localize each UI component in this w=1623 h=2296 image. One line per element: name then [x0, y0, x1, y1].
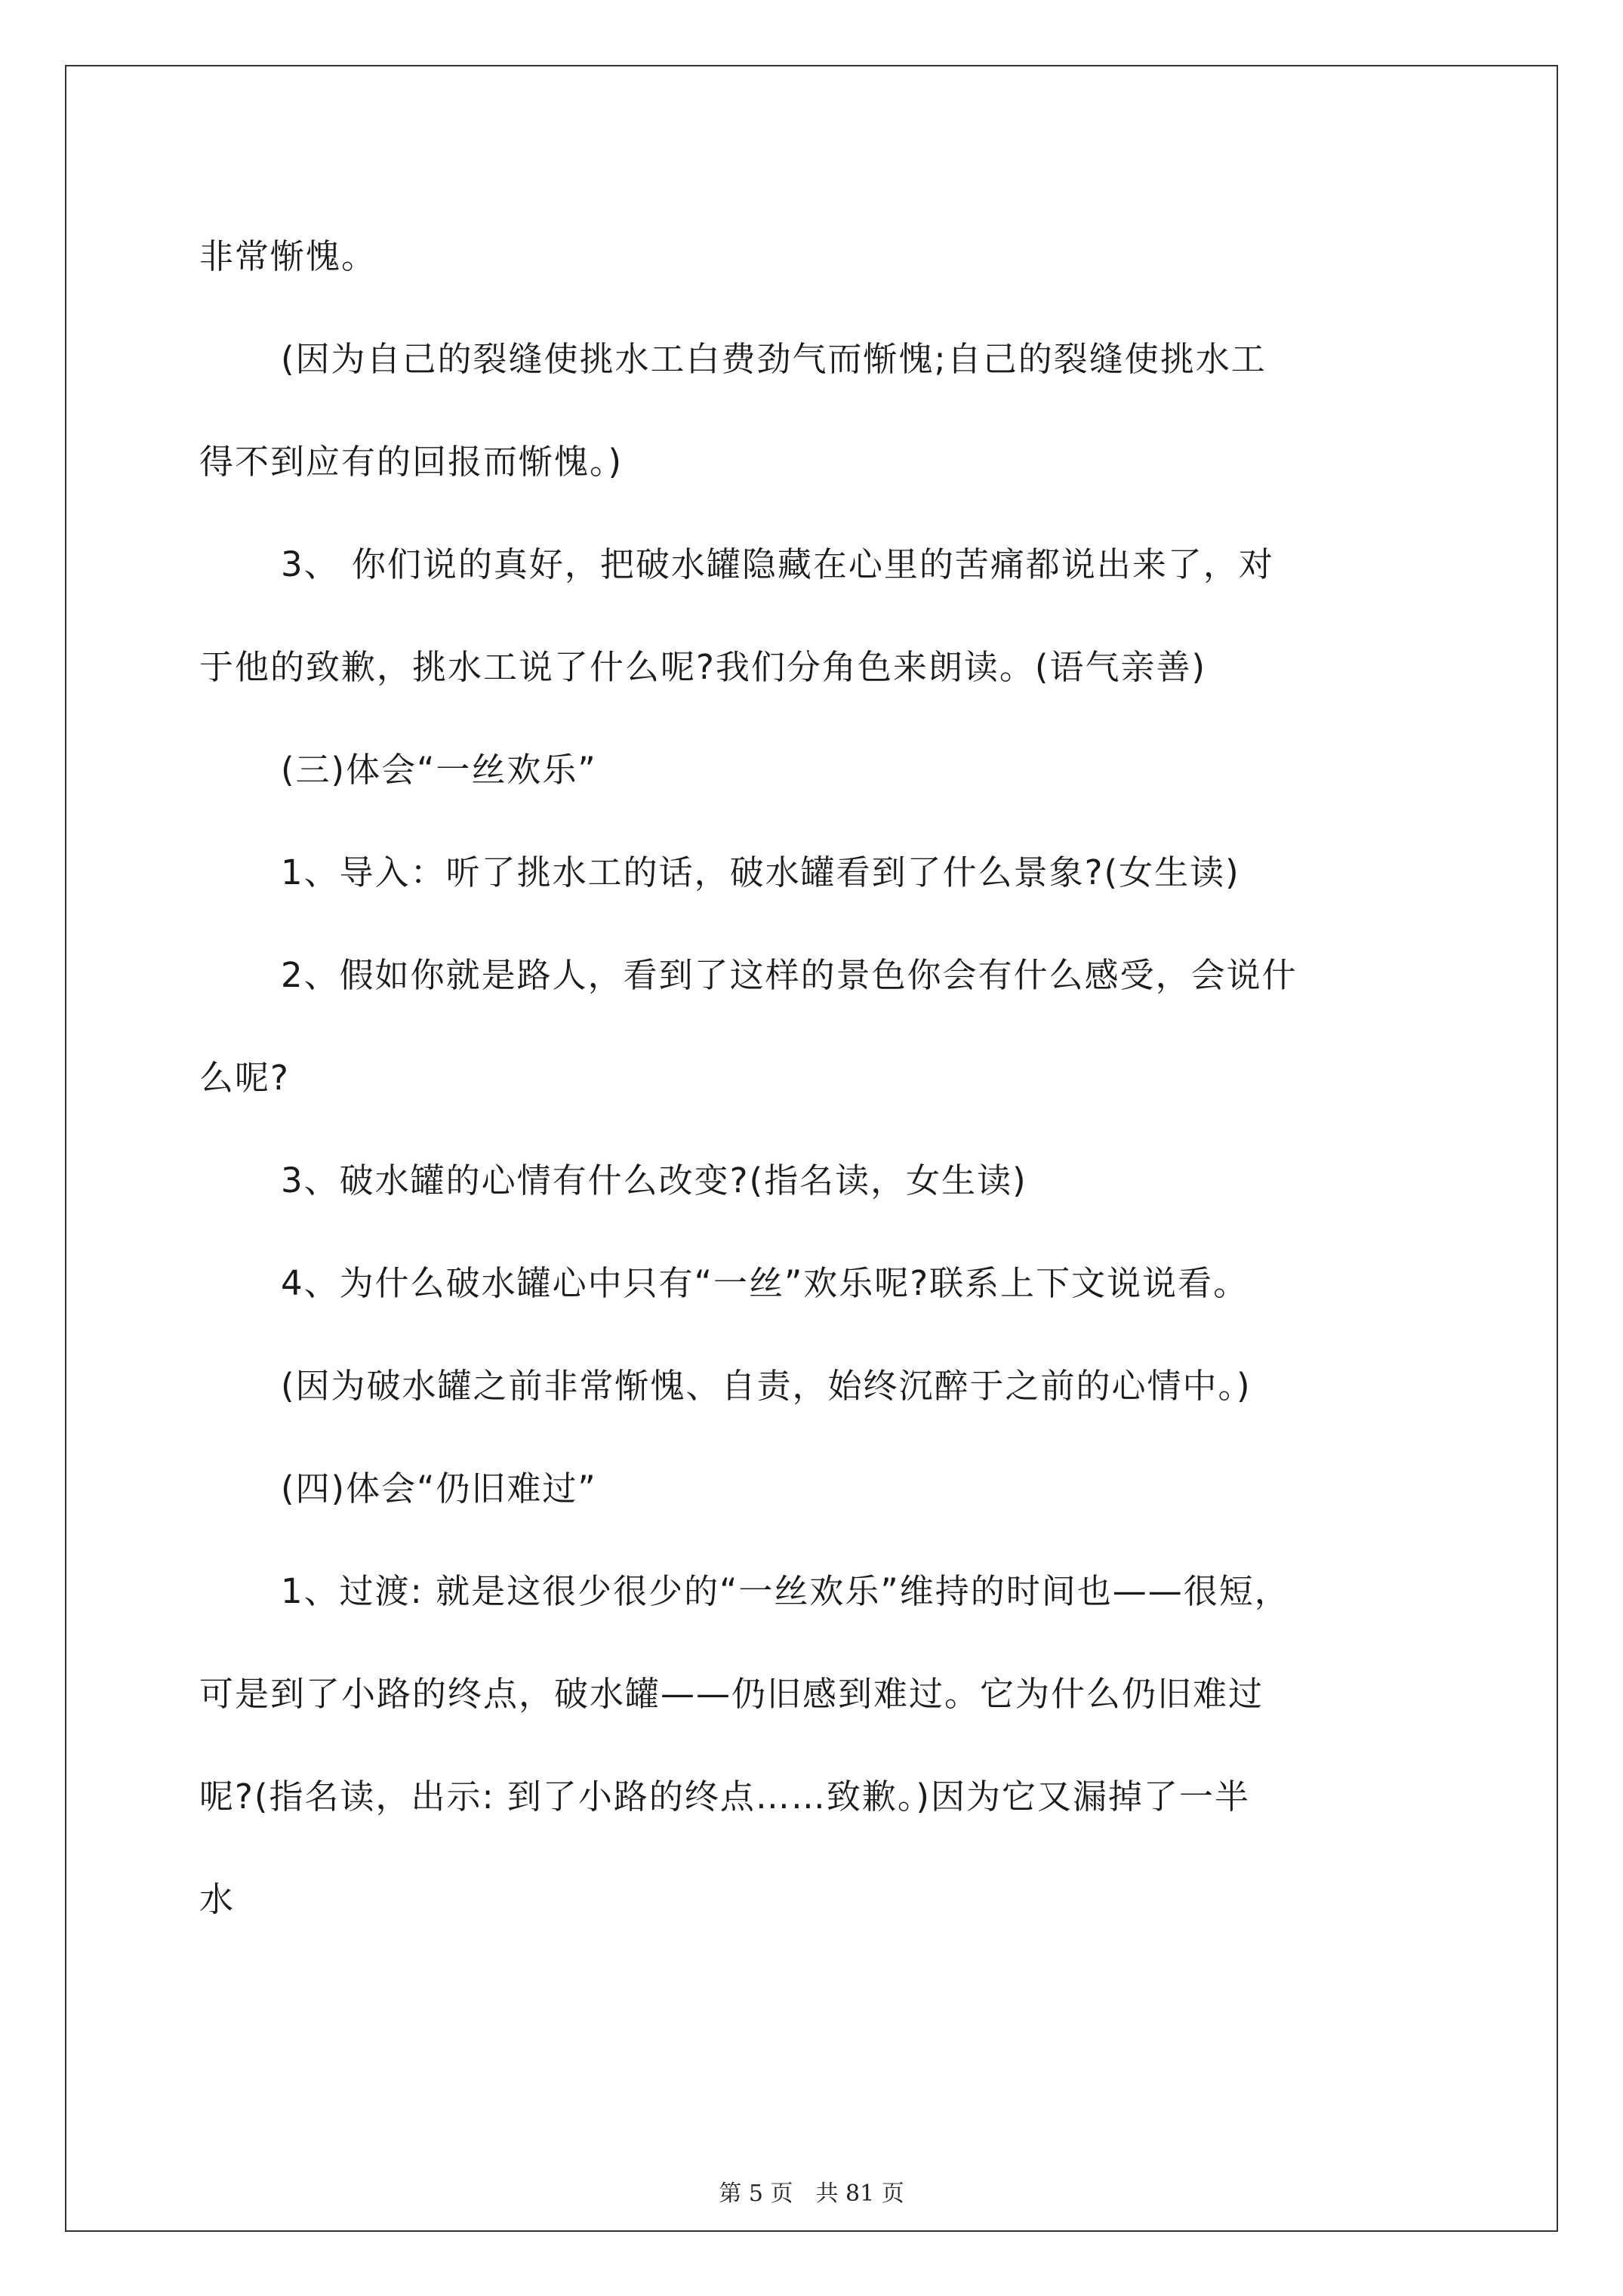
text-line-1: 非常惭愧。: [199, 236, 377, 276]
text-line-17: 水: [199, 1879, 236, 1919]
text-line-15: 可是到了小路的终点，破水罐——仍旧感到难过。它为什么仍旧难过: [199, 1674, 1264, 1714]
text-line-10: 3、破水罐的心情有什么改变?(指名读，女生读): [281, 1160, 1027, 1200]
text-line-4: 3、 你们说的真好，把破水罐隐藏在心里的苦痛都说出来了，对: [281, 544, 1274, 584]
page-footer: 第 5 页 共 81 页: [719, 2180, 904, 2207]
text-line-14: 1、过渡: 就是这很少很少的“一丝欢乐”维持的时间也——很短，: [281, 1571, 1290, 1611]
text-line-16: 呢?(指名读，出示: 到了小路的终点……致歉。)因为它又漏掉了一半: [199, 1777, 1250, 1817]
text-line-3: 得不到应有的回报而惭愧。): [199, 442, 624, 482]
text-line-9: 么呢?: [199, 1058, 290, 1098]
section-heading-4: (四)体会“仍旧难过”: [281, 1469, 597, 1509]
text-line-5: 于他的致歉，挑水工说了什么呢?我们分角色来朗读。(语气亲善): [199, 647, 1206, 687]
text-line-7: 1、导入：听了挑水工的话，破水罐看到了什么景象?(女生读): [281, 852, 1240, 892]
section-heading-3: (三)体会“一丝欢乐”: [281, 750, 597, 790]
text-line-11: 4、为什么破水罐心中只有“一丝”欢乐呢?联系上下文说说看。: [281, 1263, 1249, 1303]
text-line-8: 2、假如你就是路人，看到了这样的景色你会有什么感受，会说什: [281, 955, 1298, 995]
text-line-2: (因为自己的裂缝使挑水工白费劲气而惭愧;自己的裂缝使挑水工: [281, 339, 1267, 379]
text-line-12: (因为破水罐之前非常惭愧、自责，始终沉醉于之前的心情中。): [281, 1366, 1252, 1406]
